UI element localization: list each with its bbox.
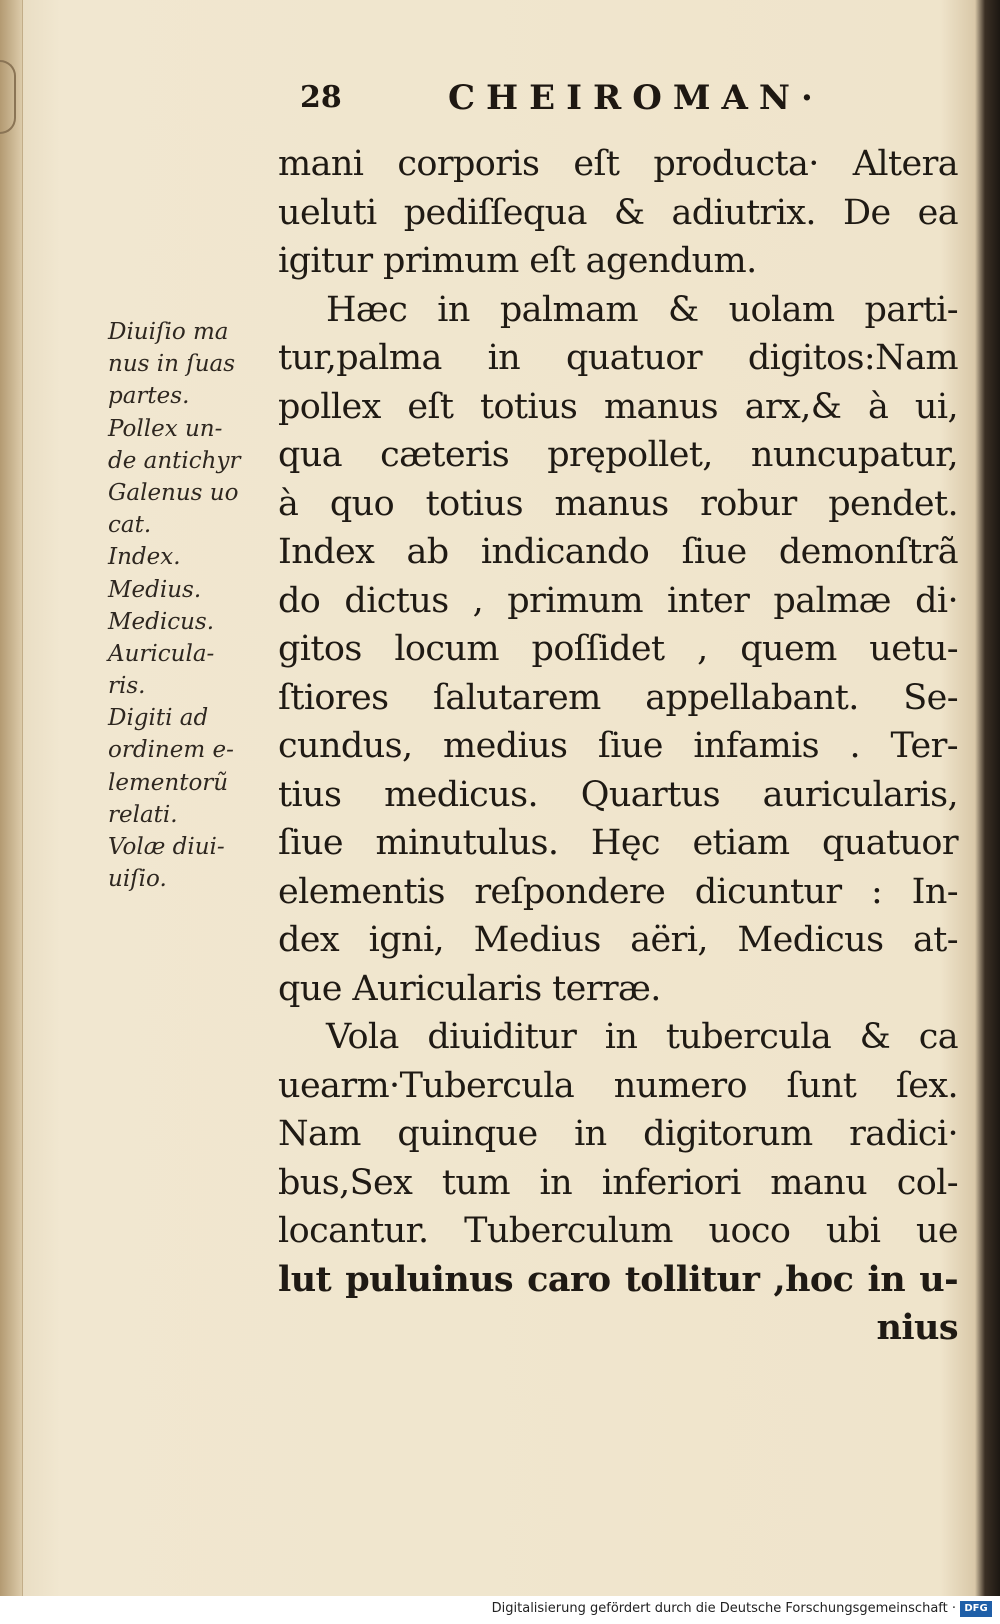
margin-note: Medius. <box>108 576 202 603</box>
body-text <box>278 140 958 1353</box>
margin-note: lementorũ <box>108 769 229 796</box>
text-line: pollex eſt totius manus arx,& à ui, <box>278 386 958 427</box>
text-line: ſiue minutulus. Hęc etiam quatuor <box>278 823 958 863</box>
digitization-footer <box>0 1596 1000 1624</box>
margin-note: partes. <box>108 383 190 410</box>
catchword: nius <box>876 1307 958 1348</box>
margin-note: cat. <box>108 512 152 539</box>
margin-note: Diuiſio ma <box>108 319 229 345</box>
text-line: mani corporis eſt producta· Altera <box>278 144 958 184</box>
text-line: lut puluinus caro tollitur ,hoc in u- <box>278 1258 958 1300</box>
text-line: que Auricularis terræ. <box>278 968 661 1009</box>
text-line: qua cæteris prępollet, nuncupatur, <box>278 435 958 475</box>
text-line: tius medicus. Quartus auricularis, <box>278 774 958 815</box>
text-line: Hæc in palmam & uolam parti- <box>326 289 958 330</box>
margin-note: Medicus. <box>108 608 215 635</box>
margin-note: ris. <box>108 673 146 700</box>
margin-note: de antichyr <box>108 447 241 474</box>
page-number: 28 <box>300 80 342 115</box>
text-line: ſtiores ſalutarem appellabant. Se- <box>278 677 958 718</box>
text-line: do dictus , primum inter palmæ di· <box>278 580 958 621</box>
page-header <box>300 76 860 126</box>
margin-note: uiſio. <box>108 866 167 893</box>
dfg-logo: DFG <box>960 1601 992 1617</box>
marginal-notes <box>108 316 268 895</box>
running-head: CHEIROMAN· <box>448 78 824 118</box>
margin-note: Pollex un- <box>108 415 223 442</box>
text-line: uearm·Tubercula numero ſunt ſex. <box>278 1065 958 1106</box>
text-line: gitos locum poſſidet , quem uetu- <box>278 629 958 669</box>
text-line: bus,Sex tum in inferiori manu col- <box>278 1162 958 1203</box>
text-line: igitur primum eſt agendum. <box>278 241 757 281</box>
text-line: dex igni, Medius aëri, Medicus at- <box>278 920 958 960</box>
text-line: cundus, medius ſiue infamis . Ter- <box>278 726 958 766</box>
text-line: tur,palma in quatuor digitos:Nam <box>278 338 958 378</box>
binding-clip-mark <box>0 60 16 134</box>
margin-note: nus in ſuas <box>108 351 236 378</box>
margin-note: Volæ diui- <box>108 834 225 860</box>
margin-note: ordinem e- <box>108 737 234 764</box>
text-line: Vola diuiditur in tubercula & ca <box>326 1017 958 1057</box>
text-line: Index ab indicando ſiue demonſtrã <box>278 532 958 572</box>
text-line: elementis reſpondere dicuntur : In- <box>278 871 958 912</box>
margin-note: Auricula- <box>108 640 215 667</box>
margin-note: Galenus uo <box>108 479 239 506</box>
margin-note: relati. <box>108 801 178 828</box>
margin-note: Index. <box>108 544 181 571</box>
text-line: ueluti pediſſequa & adiutrix. De ea <box>278 192 958 233</box>
digitization-notice: Digitalisierung gefördert durch die Deutsche Forschungsgemeinschaft · <box>491 1601 956 1616</box>
margin-note: Digiti ad <box>108 705 209 732</box>
text-line: à quo totius manus robur pendet. <box>278 483 958 524</box>
text-line: locantur. Tuberculum uoco ubi ue <box>278 1211 958 1251</box>
page-binding-edge <box>0 0 23 1596</box>
text-line: Nam quinque in digitorum radici· <box>278 1114 958 1154</box>
